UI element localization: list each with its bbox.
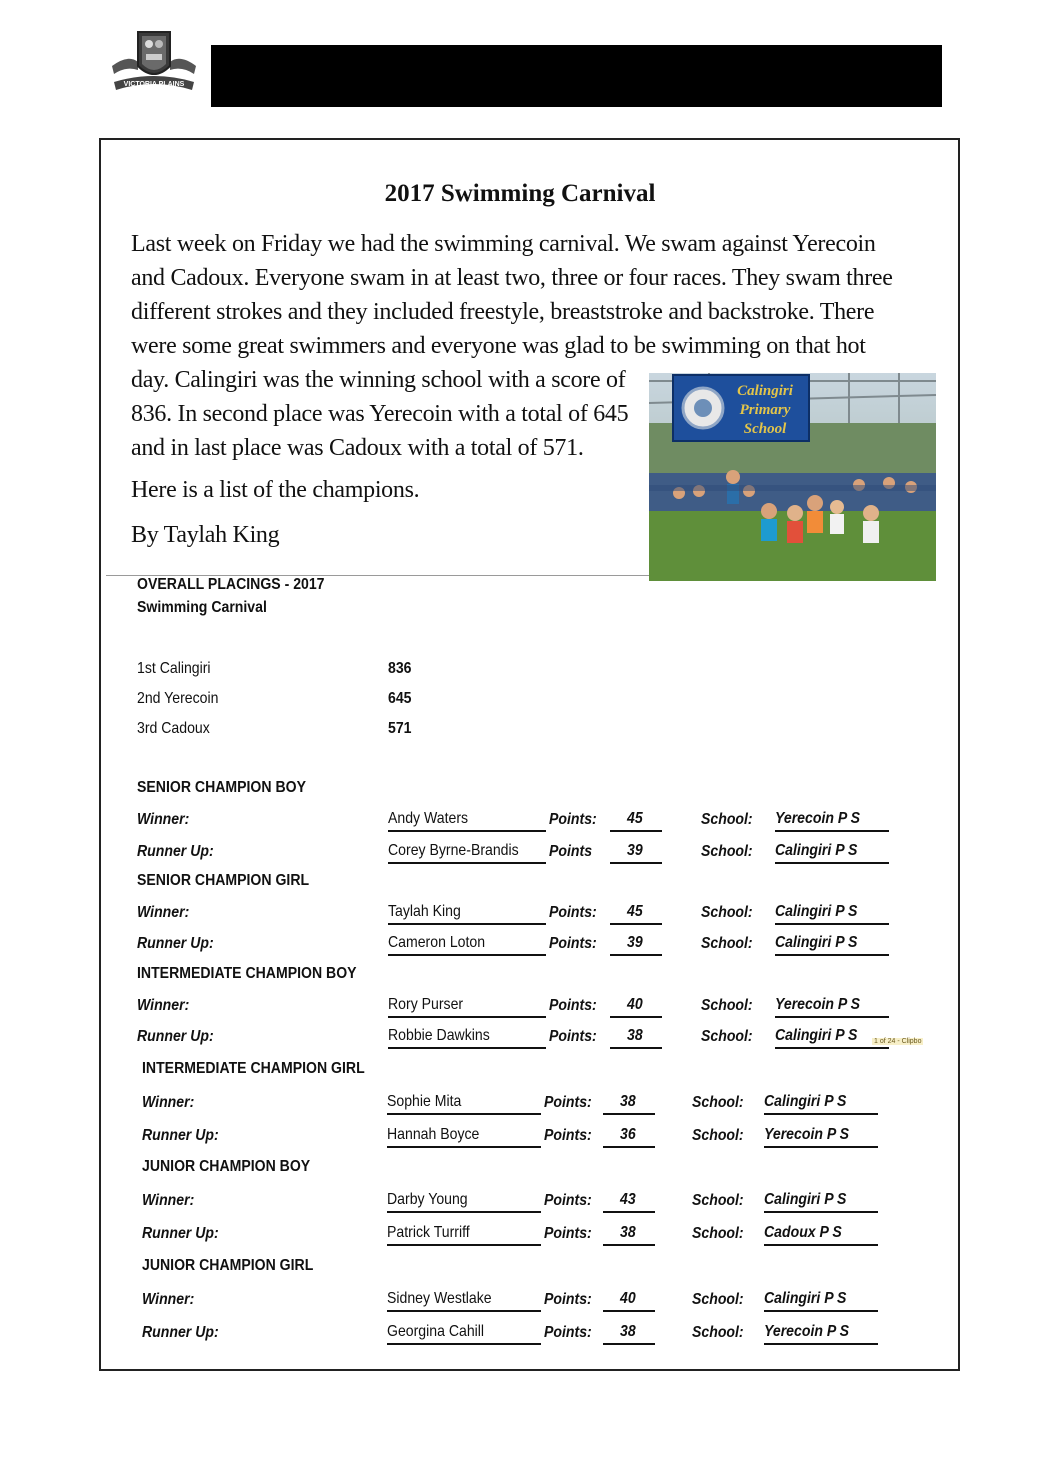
- row-label: Runner Up:: [142, 1324, 219, 1341]
- champion-name: Sophie Mita: [387, 1092, 541, 1115]
- placing-name: 3rd Cadoux: [137, 720, 210, 737]
- points-label: Points:: [549, 904, 597, 921]
- category-title: SENIOR CHAMPION BOY: [137, 779, 306, 796]
- school-value: Calingiri P S: [764, 1289, 878, 1312]
- school-label: School:: [692, 1324, 744, 1341]
- overall-placings-subtitle: Swimming Carnival: [137, 599, 267, 616]
- svg-text:Primary: Primary: [739, 402, 791, 418]
- svg-text:VICTORIA PLAINS: VICTORIA PLAINS: [123, 81, 185, 88]
- points-label: Points:: [549, 811, 597, 828]
- champion-name: Georgina Cahill: [387, 1322, 541, 1345]
- school-value: Cadoux P S: [764, 1223, 878, 1246]
- row-label: Winner:: [137, 811, 190, 828]
- overall-placings-title: OVERALL PLACINGS - 2017: [137, 576, 325, 593]
- points-label: Points:: [544, 1324, 592, 1341]
- row-label: Winner:: [142, 1192, 195, 1209]
- row-label: Winner:: [142, 1291, 195, 1308]
- row-label: Runner Up:: [137, 1028, 214, 1045]
- points-label: Points:: [544, 1225, 592, 1242]
- points-value: 39: [610, 933, 662, 956]
- points-value: 40: [610, 995, 662, 1018]
- clipboard-tooltip: 1 of 24 - Clipbo: [874, 1038, 922, 1045]
- category-title: INTERMEDIATE CHAMPION BOY: [137, 965, 357, 982]
- header-banner: [211, 45, 942, 107]
- school-value: Yerecoin P S: [764, 1125, 878, 1148]
- champion-name: Corey Byrne-Brandis: [388, 841, 546, 864]
- school-value: Calingiri P S: [775, 841, 889, 864]
- school-value: Calingiri P S: [775, 933, 889, 956]
- points-value: 45: [610, 902, 662, 925]
- points-value: 40: [603, 1289, 655, 1312]
- carnival-photo: [649, 373, 936, 581]
- school-value: Yerecoin P S: [764, 1322, 878, 1345]
- school-label: School:: [701, 843, 753, 860]
- svg-text:Calingiri: Calingiri: [737, 383, 793, 399]
- champion-name: Andy Waters: [388, 809, 546, 832]
- placing-name: 2nd Yerecoin: [137, 690, 219, 707]
- points-label: Points:: [544, 1094, 592, 1111]
- points-value: 38: [610, 1026, 662, 1049]
- placing-score: 571: [388, 720, 412, 737]
- row-label: Runner Up:: [142, 1225, 219, 1242]
- points-label: Points:: [549, 935, 597, 952]
- school-value: Calingiri P S: [775, 1026, 889, 1049]
- svg-text:School: School: [743, 421, 787, 437]
- champion-name: Patrick Turriff: [387, 1223, 541, 1246]
- school-label: School:: [701, 935, 753, 952]
- row-label: Runner Up:: [137, 843, 214, 860]
- placing-score: 645: [388, 690, 412, 707]
- points-label: Points:: [549, 997, 597, 1014]
- school-label: School:: [701, 1028, 753, 1045]
- school-label: School:: [701, 811, 753, 828]
- champion-name: Darby Young: [387, 1190, 541, 1213]
- article-paragraph: Last week on Friday we had the swimming carnival. We swam against Yerecoin and Cadoux. Everyone swam in at least two, three or four races. They swam three different strokes and they included freestyle, breaststroke and backstroke. There were some great swimmers and everyone was glad to be swimming on that hot: [131, 231, 893, 359]
- points-label: Points:: [549, 1028, 597, 1045]
- champion-name: Robbie Dawkins: [388, 1026, 546, 1049]
- school-label: School:: [692, 1094, 744, 1111]
- points-value: 45: [610, 809, 662, 832]
- school-label: School:: [692, 1291, 744, 1308]
- school-value: Yerecoin P S: [775, 995, 889, 1018]
- points-value: 43: [603, 1190, 655, 1213]
- points-value: 39: [610, 841, 662, 864]
- article-byline: By Taylah King: [131, 522, 280, 548]
- champion-name: Taylah King: [388, 902, 546, 925]
- article-champions-intro: Here is a list of the champions.: [131, 477, 420, 503]
- school-value: Calingiri P S: [764, 1092, 878, 1115]
- row-label: Runner Up:: [142, 1127, 219, 1144]
- row-label: Winner:: [137, 904, 190, 921]
- school-value: Yerecoin P S: [775, 809, 889, 832]
- points-value: 38: [603, 1092, 655, 1115]
- school-label: School:: [692, 1127, 744, 1144]
- school-crest-logo: [108, 26, 200, 96]
- school-label: School:: [692, 1192, 744, 1209]
- champion-name: Rory Purser: [388, 995, 546, 1018]
- school-label: School:: [701, 904, 753, 921]
- row-label: Winner:: [137, 997, 190, 1014]
- points-label: Points:: [544, 1291, 592, 1308]
- champion-name: Hannah Boyce: [387, 1125, 541, 1148]
- category-title: JUNIOR CHAMPION GIRL: [142, 1257, 314, 1274]
- school-value: Calingiri P S: [764, 1190, 878, 1213]
- article-paragraph-cont: day. Calingiri was the winning school with a score of 836. In second place was Yerecoin with a total of 645 and in last place was Cadoux with a total of 571.: [131, 367, 629, 461]
- category-title: SENIOR CHAMPION GIRL: [137, 872, 310, 889]
- category-title: JUNIOR CHAMPION BOY: [142, 1158, 311, 1175]
- row-label: Winner:: [142, 1094, 195, 1111]
- placing-score: 836: [388, 660, 412, 677]
- points-label: Points:: [544, 1127, 592, 1144]
- champion-name: Cameron Loton: [388, 933, 546, 956]
- points-value: 36: [603, 1125, 655, 1148]
- school-value: Calingiri P S: [775, 902, 889, 925]
- placing-name: 1st Calingiri: [137, 660, 211, 677]
- champion-name: Sidney Westlake: [387, 1289, 541, 1312]
- school-label: School:: [692, 1225, 744, 1242]
- points-value: 38: [603, 1322, 655, 1345]
- article-title: 2017 Swimming Carnival: [384, 180, 656, 207]
- category-title: INTERMEDIATE CHAMPION GIRL: [142, 1060, 365, 1077]
- points-value: 38: [603, 1223, 655, 1246]
- points-label: Points: [549, 843, 593, 860]
- row-label: Runner Up:: [137, 935, 214, 952]
- points-label: Points:: [544, 1192, 592, 1209]
- school-label: School:: [701, 997, 753, 1014]
